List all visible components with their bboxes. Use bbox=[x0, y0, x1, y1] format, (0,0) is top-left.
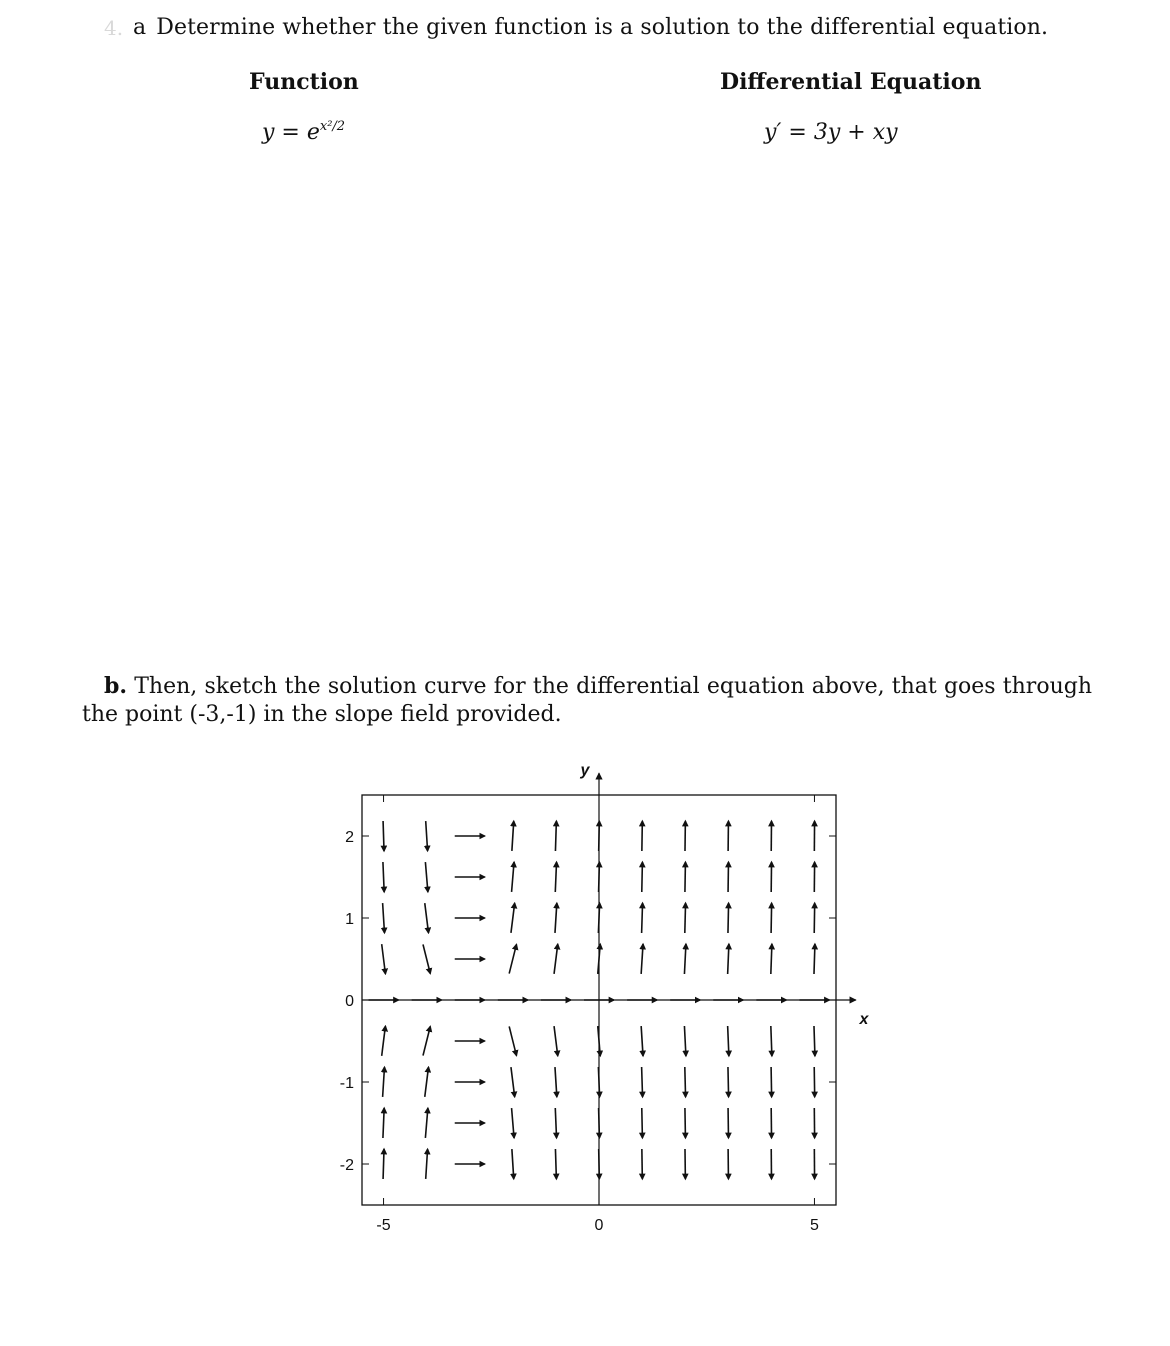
slope-arrow bbox=[512, 1149, 514, 1179]
slope-arrow bbox=[382, 944, 386, 974]
slope-arrow bbox=[555, 1149, 556, 1179]
slope-arrow bbox=[642, 1108, 643, 1138]
part-a-prompt bbox=[133, 15, 1048, 40]
differential-equation-expression: y′ = 3y + xy bbox=[764, 120, 898, 145]
x-tick-label: 0 bbox=[594, 1217, 604, 1234]
slope-arrow bbox=[771, 1067, 772, 1097]
part-a-text: Determine whether the given function is a solution to the differential equation. bbox=[156, 15, 1049, 40]
slope-arrow bbox=[728, 944, 729, 974]
x-tick-label: -5 bbox=[376, 1217, 391, 1234]
y-tick-label: 2 bbox=[345, 829, 354, 846]
y-tick-label: 0 bbox=[345, 993, 354, 1010]
slope-arrow bbox=[684, 1026, 685, 1056]
slope-arrow bbox=[425, 903, 429, 933]
slope-arrow bbox=[383, 862, 384, 892]
slope-arrow bbox=[425, 1067, 429, 1097]
slope-arrow bbox=[383, 903, 385, 933]
slope-arrow bbox=[512, 821, 514, 851]
part-b-label: b. bbox=[104, 673, 128, 699]
slope-arrow bbox=[382, 1026, 386, 1056]
function-lhs: y = e bbox=[262, 120, 320, 145]
slope-arrow bbox=[423, 1026, 430, 1055]
slope-arrow bbox=[728, 1026, 729, 1056]
slope-arrow bbox=[512, 1108, 514, 1138]
slope-arrow bbox=[641, 944, 643, 974]
slope-arrow bbox=[771, 903, 772, 933]
slope-arrow bbox=[771, 1026, 772, 1056]
slope-arrow bbox=[426, 1149, 428, 1179]
slope-arrow bbox=[555, 1067, 557, 1097]
part-b-prompt bbox=[82, 672, 1092, 729]
slope-arrow bbox=[511, 903, 515, 933]
slope-arrow bbox=[383, 1149, 384, 1179]
y-tick-label: -1 bbox=[339, 1075, 354, 1092]
slope-arrow bbox=[425, 862, 427, 892]
slope-arrow bbox=[728, 1067, 729, 1097]
slope-arrow bbox=[685, 1067, 686, 1097]
slope-arrow bbox=[423, 944, 430, 973]
slope-arrow bbox=[814, 944, 815, 974]
slope-arrow bbox=[685, 903, 686, 933]
slope-arrow bbox=[554, 944, 558, 974]
slope-arrow bbox=[555, 903, 557, 933]
slope-arrow bbox=[383, 1108, 384, 1138]
slope-arrow bbox=[555, 821, 556, 851]
slope-arrow bbox=[641, 1026, 643, 1056]
part-a-label: a bbox=[133, 15, 147, 40]
slope-arrow bbox=[771, 944, 772, 974]
y-tick-label: -2 bbox=[339, 1157, 354, 1174]
slope-arrow bbox=[555, 862, 556, 892]
slope-arrow bbox=[509, 1026, 516, 1055]
slope-arrow bbox=[426, 821, 428, 851]
slope-arrow bbox=[814, 1026, 815, 1056]
slope-arrow bbox=[554, 1026, 558, 1056]
y-axis-label: y bbox=[580, 762, 590, 779]
part-b-text: Then, sketch the solution curve for the differential equation above, that goes through the point (-3,-1) in the slope field provided. bbox=[82, 674, 1092, 727]
slope-arrow bbox=[642, 1067, 643, 1097]
equation-column-header: Differential Equation bbox=[720, 69, 982, 95]
slope-arrow bbox=[728, 903, 729, 933]
slope-arrow bbox=[383, 1067, 385, 1097]
slope-arrow bbox=[684, 944, 685, 974]
y-tick-label: 1 bbox=[345, 911, 354, 928]
slope-field-chart[interactable] bbox=[320, 760, 880, 1240]
slope-arrow bbox=[425, 1108, 427, 1138]
function-column-header: Function bbox=[249, 69, 359, 95]
slope-arrow bbox=[555, 1108, 556, 1138]
question-number: 4. bbox=[104, 16, 124, 40]
slope-arrow bbox=[512, 862, 514, 892]
slope-arrow bbox=[642, 903, 643, 933]
slope-arrow bbox=[642, 862, 643, 892]
x-tick-label: 5 bbox=[810, 1217, 819, 1234]
slope-arrow bbox=[511, 1067, 515, 1097]
slope-arrow bbox=[509, 944, 516, 973]
function-expression bbox=[262, 120, 345, 145]
function-exponent: x²/2 bbox=[319, 119, 346, 134]
x-axis-label: x bbox=[859, 1011, 869, 1028]
slope-arrow bbox=[383, 821, 384, 851]
